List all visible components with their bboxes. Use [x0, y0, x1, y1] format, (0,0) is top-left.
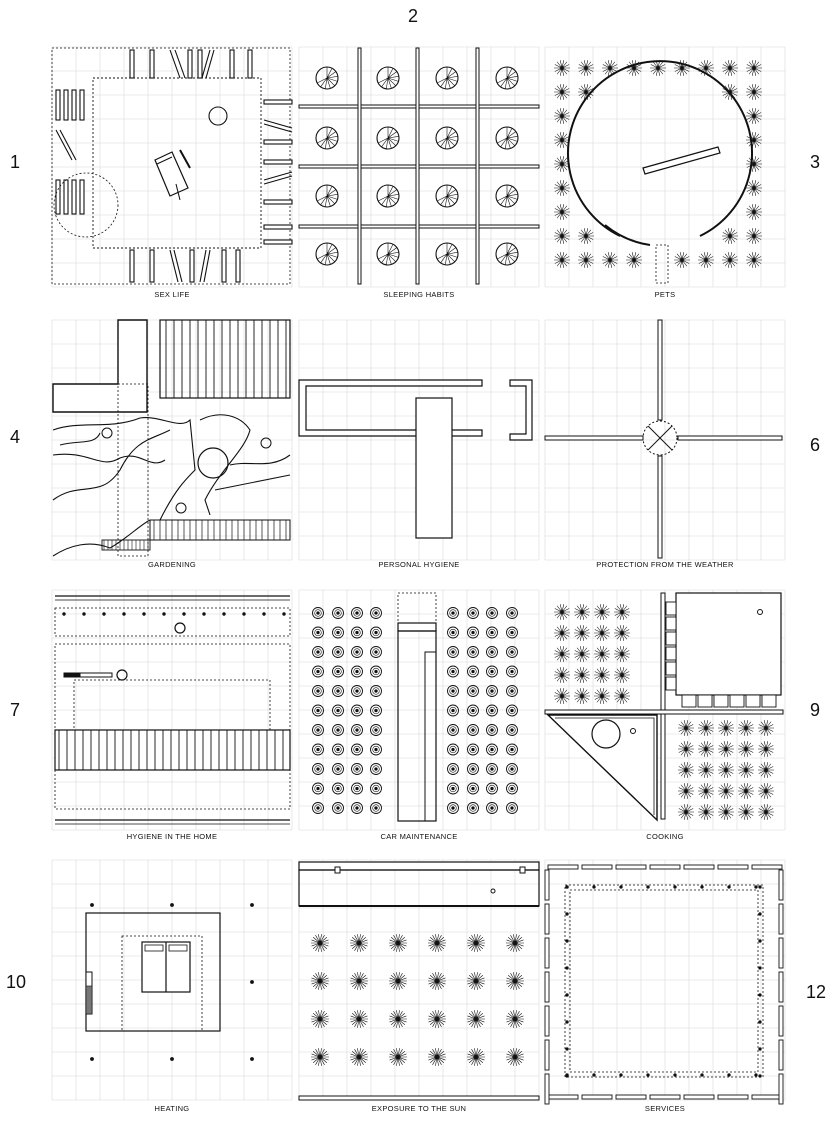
caption-hygiene-in-home: HYGIENE IN THE HOME [126, 832, 218, 841]
grid-3-2 [545, 860, 785, 1100]
panel-drawings [52, 48, 783, 1104]
stair-1-2 [436, 127, 458, 149]
panel-number-6: 6 [810, 435, 821, 455]
caption-car-maintenance: CAR MAINTENANCE [380, 832, 458, 841]
stair-1-0 [316, 127, 338, 149]
slat-top-1 [150, 50, 154, 78]
panel-number-2: 2 [408, 6, 419, 26]
panel-heating [86, 903, 254, 1060]
stair-2-1 [377, 185, 399, 207]
panel-personal-hygiene [299, 380, 532, 538]
caption-sleeping-habits: SLEEPING HABITS [383, 290, 455, 299]
panel-number-4: 4 [10, 427, 21, 447]
stair-0-2 [436, 67, 458, 89]
stair-2-0 [316, 185, 338, 207]
stair-3-1 [377, 243, 399, 265]
grid-3-1 [299, 860, 539, 1100]
slat-top-4 [230, 50, 234, 78]
panel-number-3: 3 [810, 152, 821, 172]
caption-services: SERVICES [644, 1104, 686, 1113]
panel-number-9: 9 [810, 700, 821, 720]
stair-0-0 [316, 67, 338, 89]
stair-3-0 [316, 243, 338, 265]
slat-top-3 [198, 50, 202, 78]
slat-top-2 [188, 50, 192, 78]
caption-cooking: COOKING [646, 832, 684, 841]
caption-exposure-to-sun: EXPOSURE TO THE SUN [371, 1104, 467, 1113]
caption-personal-hygiene: PERSONAL HYGIENE [378, 560, 460, 569]
panel-number-1: 1 [10, 152, 21, 172]
panel-number-7: 7 [10, 700, 21, 720]
caption-sex-life: SEX LIFE [154, 290, 190, 299]
slat-top-5 [248, 50, 252, 78]
stair-3-2 [436, 243, 458, 265]
grid-2-0 [52, 590, 292, 830]
caption-pets: PETS [654, 290, 676, 299]
stair-0-1 [377, 67, 399, 89]
panel-car-maintenance [313, 593, 518, 821]
panel-cooking [545, 593, 783, 820]
panel-pets [554, 60, 762, 283]
panel-services [545, 865, 783, 1104]
caption-protection-from-weather: PROTECTION FROM THE WEATHER [596, 560, 734, 569]
panel-number-12: 12 [806, 982, 827, 1002]
panel-gardening [53, 320, 290, 556]
caption-heating: HEATING [154, 1104, 190, 1113]
caption-gardening: GARDENING [147, 560, 197, 569]
panel-sleeping-habits [299, 48, 539, 284]
slat-top-0 [130, 50, 134, 78]
stair-1-1 [377, 127, 399, 149]
panel-protection-weather [545, 320, 782, 558]
panel-number-10: 10 [6, 972, 27, 992]
stair-2-2 [436, 185, 458, 207]
